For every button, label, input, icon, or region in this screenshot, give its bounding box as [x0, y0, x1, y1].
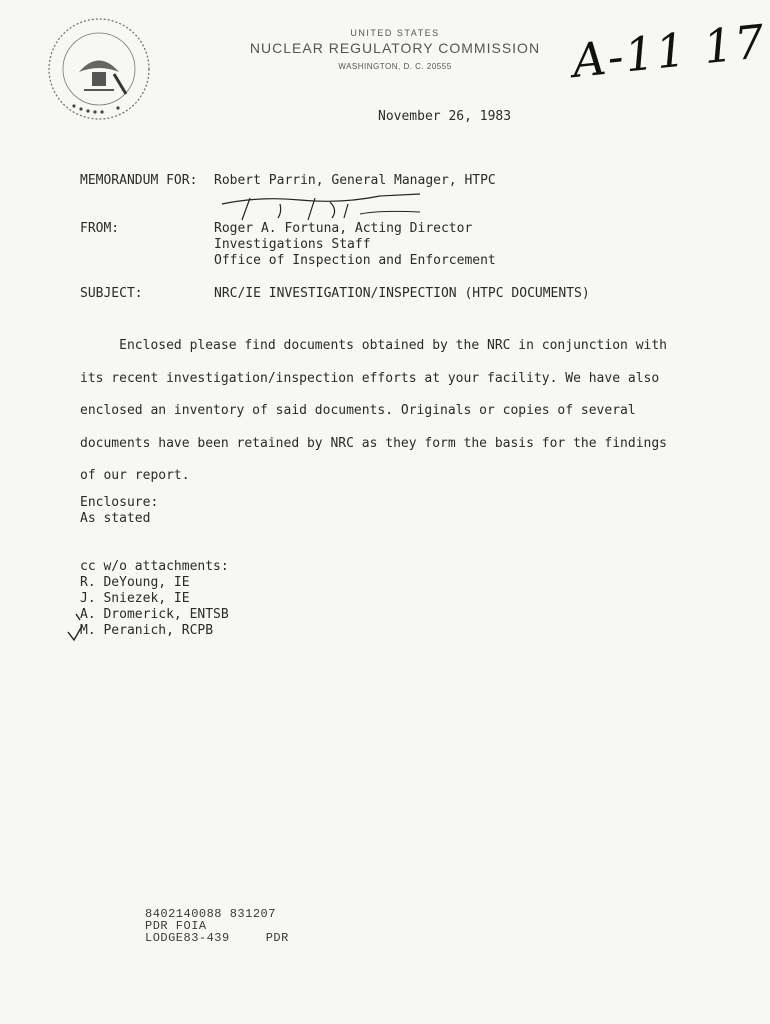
body-line: Enclosed please find documents obtained by the NRC in conjunction with [80, 338, 667, 353]
subject-label: SUBJECT: [80, 286, 143, 301]
memo-body [80, 330, 690, 493]
body-line: of our report. [80, 468, 190, 484]
body-line: documents have been retained by NRC as they form the basis for the findings [80, 435, 667, 451]
cc-block [80, 559, 229, 639]
from-staff: Investigations Staff [214, 237, 371, 252]
memo-date: November 26, 1983 [378, 109, 512, 124]
handwritten-note: A-11 17 [569, 13, 769, 89]
stamp-line-3: LODGE83-439 [145, 931, 230, 945]
subject-value: NRC/IE INVESTIGATION/INSPECTION (HTPC DOCUMENTS) [214, 286, 590, 301]
letterhead-address: WASHINGTON, D. C. 20555 [338, 62, 452, 71]
enclosure-block [80, 495, 158, 527]
stamp-line-1: 8402140088 831207 [145, 907, 276, 921]
document-stamp [145, 908, 289, 944]
cc-label: cc w/o attachments: [80, 559, 229, 574]
enclosure-value: As stated [80, 511, 151, 526]
cc-name: J. Sniezek, IE [80, 591, 190, 606]
body-line: enclosed an inventory of said documents. Originals or copies of several [80, 403, 636, 419]
from-name: Roger A. Fortuna, Acting Director [214, 221, 473, 236]
enclosure-label: Enclosure: [80, 495, 159, 510]
letterhead [230, 28, 560, 71]
to-value: Robert Parrin, General Manager, HTPC [214, 173, 496, 188]
cc-name: A. Dromerick, ENTSB [80, 607, 229, 622]
stamp-line-2: PDR FOIA [145, 919, 207, 933]
body-line: its recent investigation/inspection efforts at your facility. We have also [80, 370, 660, 386]
to-label: MEMORANDUM FOR: [80, 173, 198, 188]
check-mark-icon [66, 612, 92, 642]
letterhead-agency: NUCLEAR REGULATORY COMMISSION [249, 40, 541, 56]
nrc-seal-icon [44, 14, 154, 124]
letterhead-country: UNITED STATES [350, 28, 440, 38]
cc-name: M. Peranich, RCPB [80, 623, 214, 638]
cc-name: R. DeYoung, IE [80, 575, 190, 590]
from-office: Office of Inspection and Enforcement [214, 253, 496, 268]
from-label: FROM: [80, 221, 120, 236]
from-block [214, 221, 496, 269]
stamp-pdr: PDR [265, 931, 289, 945]
